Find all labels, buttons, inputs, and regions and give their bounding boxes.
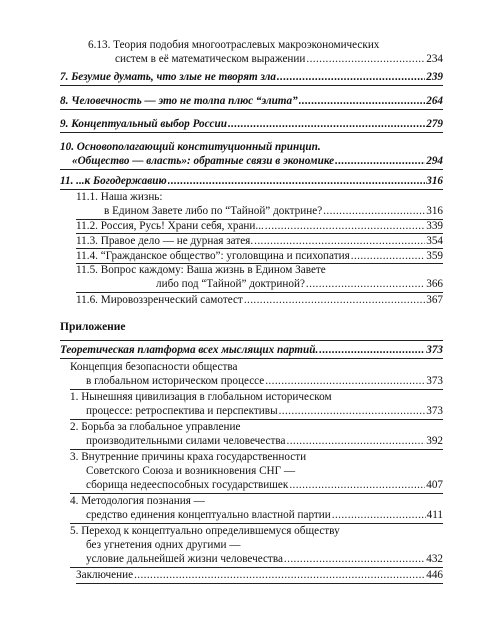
page-number: 432 <box>426 553 443 565</box>
toc-entry-line: процессе: ретроспектива и перспективы <box>86 405 278 417</box>
leader-dots <box>265 374 425 388</box>
page-number: 373 <box>426 405 443 417</box>
toc-entry-9[interactable] <box>60 117 443 131</box>
page-number: 339 <box>426 220 443 232</box>
toc-entry-appendix-4[interactable] <box>70 494 443 522</box>
toc-entry-title: Заключение <box>76 569 134 581</box>
page-number: 354 <box>426 235 443 247</box>
page-number: 373 <box>426 344 443 356</box>
toc-entry-line: 5. Переход к концептуально определившемуся обществу <box>70 525 340 537</box>
toc-entry-title: 9. Концептуальный выбор России <box>60 118 227 130</box>
divider <box>60 340 443 341</box>
toc-entry-title: 11.6. Мировоззренческий самотест <box>76 294 243 306</box>
toc-entry-7[interactable] <box>60 70 443 84</box>
divider <box>76 583 443 584</box>
toc-entry-line: Советского Союза и возникновения СНГ — <box>86 465 296 477</box>
toc-entry-11[interactable] <box>60 174 443 188</box>
toc-entry-line: 6.13. Теория подобия многоотраслевых макроэкономических <box>88 39 380 51</box>
page-number: 264 <box>426 95 443 107</box>
toc-entry-11-2[interactable] <box>76 219 443 233</box>
leader-dots <box>279 404 426 418</box>
toc-entry-line: 2. Борьба за глобальное управление <box>70 421 241 433</box>
toc-entry-title: 7. Безумие думать, что злые не творят зла <box>60 71 276 83</box>
page-number: 316 <box>426 175 443 187</box>
leader-dots <box>306 52 425 66</box>
toc-entry-line: в глобальном историческом процессе <box>86 375 265 387</box>
toc-entry-line: 1. Нынешняя цивилизация в глобальном историческом <box>70 391 332 403</box>
page-number: 359 <box>426 250 443 262</box>
page-number: 411 <box>426 509 443 521</box>
leader-dots <box>254 234 425 248</box>
toc-entry-title: 8. Человечность — это не толпа плюс “элита” <box>60 95 298 107</box>
page-number: 367 <box>426 294 443 306</box>
page-number: 446 <box>426 569 443 581</box>
toc-entry-title: 11.3. Правое дело — не дурная затея. <box>76 235 254 247</box>
toc-entry-appendix-2[interactable] <box>70 420 443 448</box>
toc-entry-11-6[interactable] <box>76 293 443 307</box>
toc-entry-10[interactable] <box>60 140 443 168</box>
toc-entry-conclusion[interactable] <box>76 568 443 582</box>
toc-entry-line: либо под “Тайной” доктриной? <box>156 278 305 290</box>
leader-dots <box>287 434 426 448</box>
toc-entry-title: 11.4. “Гражданское общество”: уголовщина и психопатия <box>76 250 350 262</box>
leader-dots <box>134 568 425 582</box>
toc-entry-line: Концепция безопасности общества <box>70 361 238 373</box>
toc-entry-line: «Общество — власть»: обратные связи в экономике <box>72 155 335 167</box>
toc-entry-8[interactable] <box>60 94 443 108</box>
toc-entry-line: сборища недееспособных государствишек <box>86 479 289 491</box>
leader-dots <box>277 70 425 84</box>
toc-entry-line: в Едином Завете либо по “Тайной” доктрине? <box>104 205 323 217</box>
leader-dots <box>289 478 425 492</box>
page-number: 316 <box>426 205 443 217</box>
leader-dots <box>335 154 425 168</box>
divider <box>60 358 443 359</box>
divider <box>60 109 443 110</box>
toc-entry-appendix-5[interactable] <box>70 524 443 566</box>
toc-entry-line: 4. Методология познания — <box>70 495 205 507</box>
toc-entry-line: средство единения концептуально властной партии <box>86 509 331 521</box>
leader-dots <box>244 293 425 307</box>
toc-entry-appendix-main[interactable] <box>60 343 443 357</box>
divider <box>60 132 443 133</box>
toc-entry-line: 10. Основополагающий конституционный принцип. <box>60 141 321 153</box>
page-number: 279 <box>426 118 443 130</box>
leader-dots <box>306 277 425 291</box>
leader-dots <box>351 249 425 263</box>
leader-dots <box>319 343 425 357</box>
toc-entry-line: 3. Внутренние причины краха государственности <box>70 451 307 463</box>
leader-dots <box>299 94 426 108</box>
page-number: 294 <box>426 155 443 167</box>
toc-entry-11-5[interactable] <box>76 263 443 291</box>
page-number: 366 <box>426 278 443 290</box>
toc-entry-concept[interactable] <box>70 360 443 388</box>
leader-dots <box>332 508 426 522</box>
toc-entry-line: условие дальнейшей жизни человечества <box>86 553 283 565</box>
appendix-heading: Приложение <box>60 321 126 333</box>
toc-entry-title: 11.2. Россия, Русь! Храни себя, храни... <box>76 220 264 232</box>
toc-entry-6-13[interactable] <box>88 38 443 66</box>
page-number: 392 <box>426 435 443 447</box>
toc-entry-11-4[interactable] <box>76 249 443 263</box>
toc-entry-11-1[interactable] <box>76 190 443 218</box>
page-number: 407 <box>426 479 443 491</box>
toc-entry-title: 11. ...к Богодержавию <box>60 175 167 187</box>
toc-entry-line: систем в её математическом выражении <box>115 53 306 65</box>
toc-entry-line: 11.1. Наша жизнь: <box>76 191 163 203</box>
leader-dots <box>284 552 425 566</box>
leader-dots <box>228 117 425 131</box>
toc-entry-appendix-1[interactable] <box>70 390 443 418</box>
toc-entry-line: производительными силами человечества <box>86 435 286 447</box>
leader-dots <box>168 174 426 188</box>
leader-dots <box>265 219 425 233</box>
toc-entry-appendix-3[interactable] <box>70 450 443 492</box>
page-number: 373 <box>426 375 443 387</box>
leader-dots <box>323 204 425 218</box>
page-number: 234 <box>426 53 443 65</box>
divider <box>60 169 443 170</box>
page-number: 239 <box>426 71 443 83</box>
toc-entry-line: 11.5. Вопрос каждому: Ваша жизнь в Едином Завете <box>76 264 326 276</box>
toc-entry-11-3[interactable] <box>76 234 443 248</box>
toc-entry-line: без угнетения одних другими — <box>86 539 241 551</box>
toc-entry-title: Теоретическая платформа всех мыслящих партий. <box>60 344 319 356</box>
divider <box>60 85 443 86</box>
